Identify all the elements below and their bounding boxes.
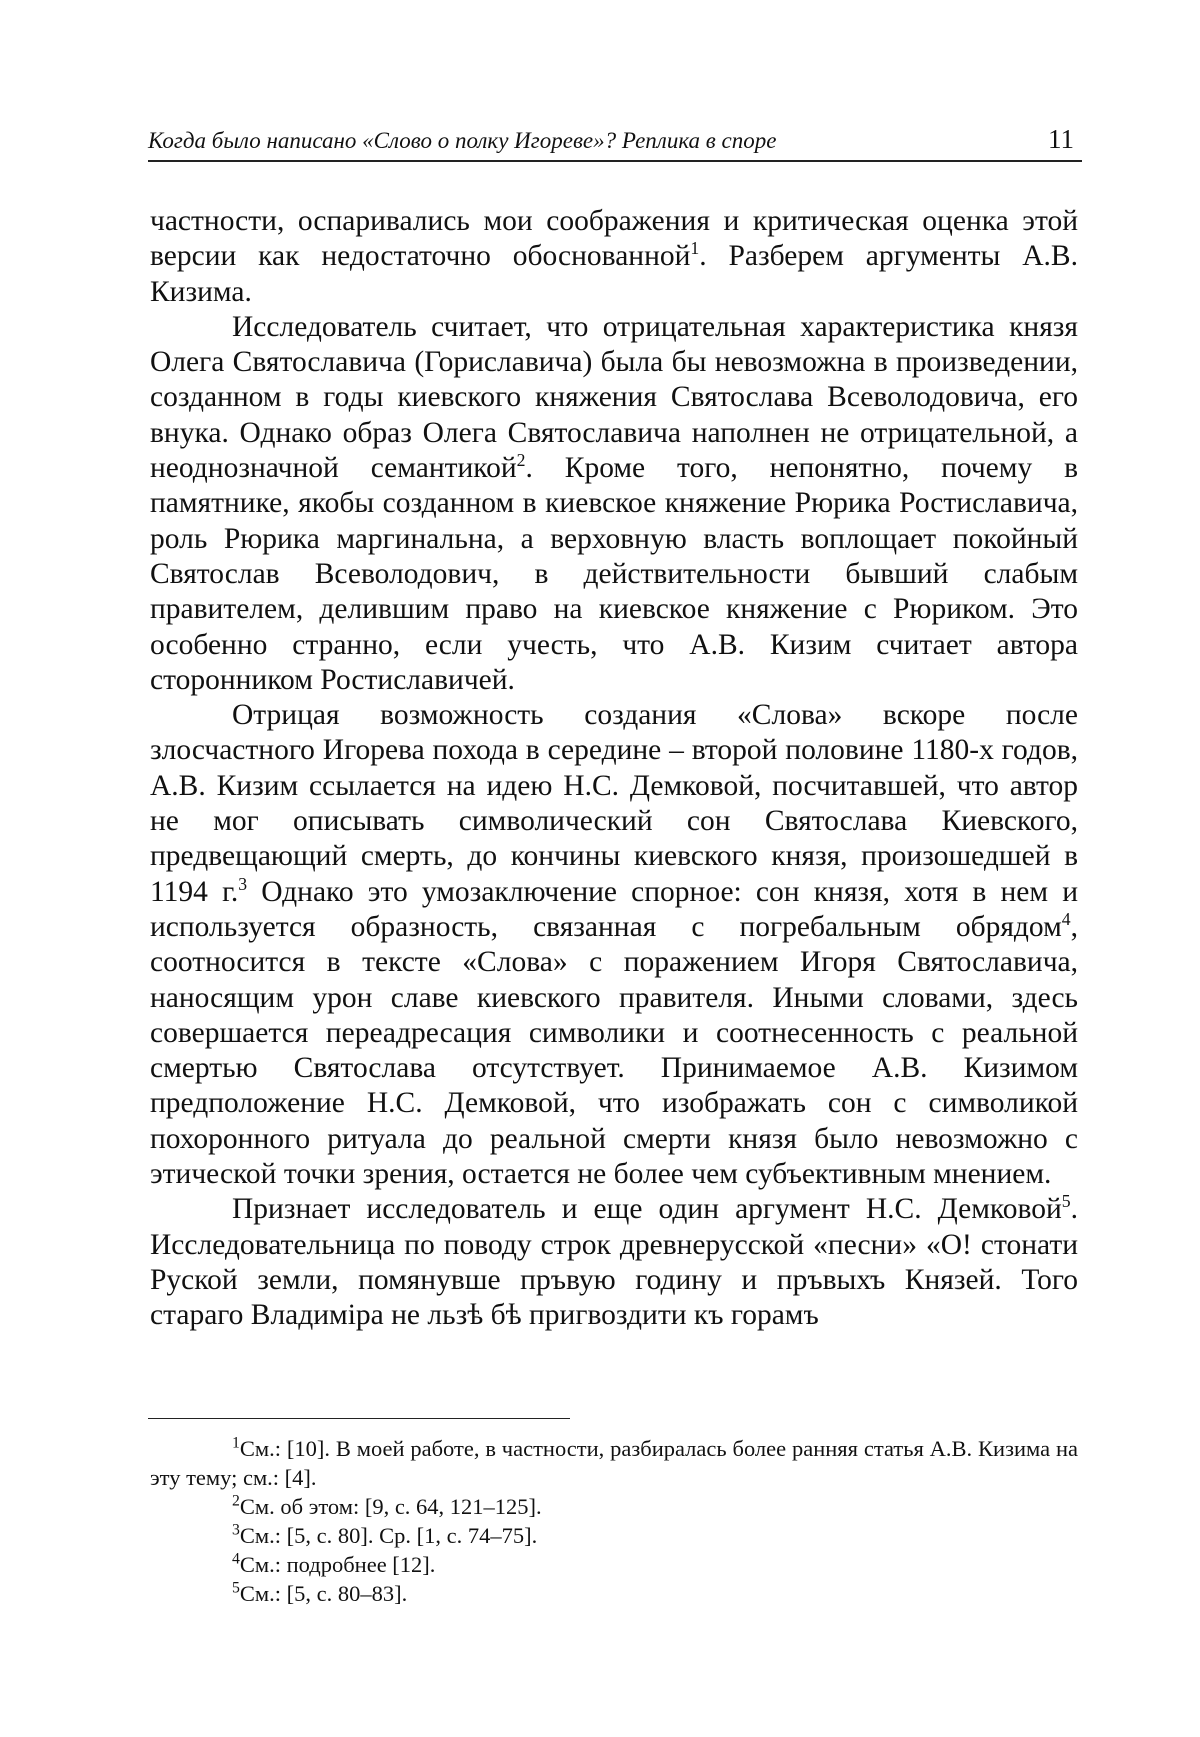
paragraph-text: Однако это умозаключение спорное: сон князя, хотя в нем и используется образность, связанная с погребальным обрядом (150, 875, 1078, 943)
footnote-number: 4 (232, 1550, 240, 1568)
footnote-ref-5: 5 (1061, 1191, 1071, 1212)
footnote-number: 5 (232, 1579, 240, 1597)
footnote-ref-3: 3 (238, 873, 248, 894)
footnote-ref-4: 4 (1061, 909, 1071, 930)
footnote-text: См. об этом: [9, с. 64, 121–125]. (239, 1494, 542, 1519)
footnote-ref-1: 1 (690, 238, 700, 259)
paragraph-text: , соотносится в тексте «Слова» с поражением Игоря Святославича, наносящим урон славе киевского правителя. Иными словами, здесь совершается переадресация символики и соотнесенность с реальной смертью Святослава отсутствует. Принимаемое А.В. Кизимом предположение Н.С. Демковой, что изображать сон с символикой похоронного ритуала до реальной смерти князя было невозможно с этической точки зрения, остается не более чем субъективным мнением. (150, 910, 1078, 1191)
paragraph-4 (150, 1192, 1078, 1333)
page-number: 11 (1048, 124, 1074, 154)
footnote-number: 1 (232, 1434, 240, 1452)
footnote-text: См.: [5, с. 80]. Ср. [1, с. 74–75]. (239, 1523, 538, 1548)
footnote-text: См.: подробнее [12]. (239, 1552, 436, 1577)
paragraph-text: . Кроме того, непонятно, почему в памятнике, якобы созданном в киевское княжение Рюрика Ростиславича, роль Рюрика маргинальна, а верховную власть воплощает покойный Святослав Всеволодович, в действительности бывший слабым правителем, делившим право на киевское княжение с Рюриком. Это особенно странно, если учесть, что А.В. Кизим считает автора сторонником Ростиславичей. (150, 452, 1078, 696)
body-text (150, 204, 1078, 1334)
paragraph-2 (150, 310, 1078, 698)
footnote-2 (150, 1492, 1078, 1521)
paragraph-3 (150, 698, 1078, 1192)
footnote-number: 3 (232, 1521, 240, 1539)
footnote-1 (150, 1434, 1078, 1492)
paragraph-text: частности, оспаривались мои соображения и критическая оценка этой версии как недостаточно обоснованной (150, 205, 1078, 273)
footnote-3 (150, 1521, 1078, 1550)
paragraph-text: Отрицая возможность создания «Слова» вскоре после злосчастного Игорева похода в середине – второй половине 1180-х годов, А.В. Кизим ссылается на идею Н.С. Демковой, посчитавшей, что автор не мог описывать символический сон Святослава Киевского, предвещающий смерть, до кончины киевского князя, произошедшей в 1194 г. (150, 699, 1078, 908)
paragraph-text: . Разберем аргументы А.В. Кизима. (150, 240, 1078, 308)
footnotes (150, 1434, 1078, 1608)
running-head (148, 124, 1082, 162)
footnote-text: См.: [10]. В моей работе, в частности, разбиралась более ранняя статья А.В. Кизима на эту тему; см.: [4]. (150, 1436, 1078, 1490)
footnote-divider (148, 1418, 570, 1419)
footnote-ref-2: 2 (516, 450, 526, 471)
footnote-number: 2 (232, 1492, 240, 1510)
paragraph-text: . Исследовательница по поводу строк древнерусской «песни» «О! стонати Руской земли, помянувше пръвую годину и пръвыхъ Князей. Того стараго Владиміра не льзѣ бѣ пригвоздити къ горамъ (150, 1193, 1078, 1332)
running-head-title: Когда было написано «Слово о полку Игореве»? Реплика в споре (148, 128, 777, 153)
paragraph-1 (150, 204, 1078, 310)
paragraph-text: Признает исследователь и еще один аргумент Н.С. Демковой (232, 1193, 1062, 1226)
footnote-4 (150, 1550, 1078, 1579)
footnote-text: См.: [5, с. 80–83]. (239, 1581, 408, 1606)
paragraph-text: Исследователь считает, что отрицательная характеристика князя Олега Святославича (Гориславича) была бы невозможна в произведении, созданном в годы киевского княжения Святослава Всеволодовича, его внука. Однако образ Олега Святославича наполнен не отрицательной, а неоднозначной семантикой (150, 310, 1078, 485)
footnote-5 (150, 1579, 1078, 1608)
